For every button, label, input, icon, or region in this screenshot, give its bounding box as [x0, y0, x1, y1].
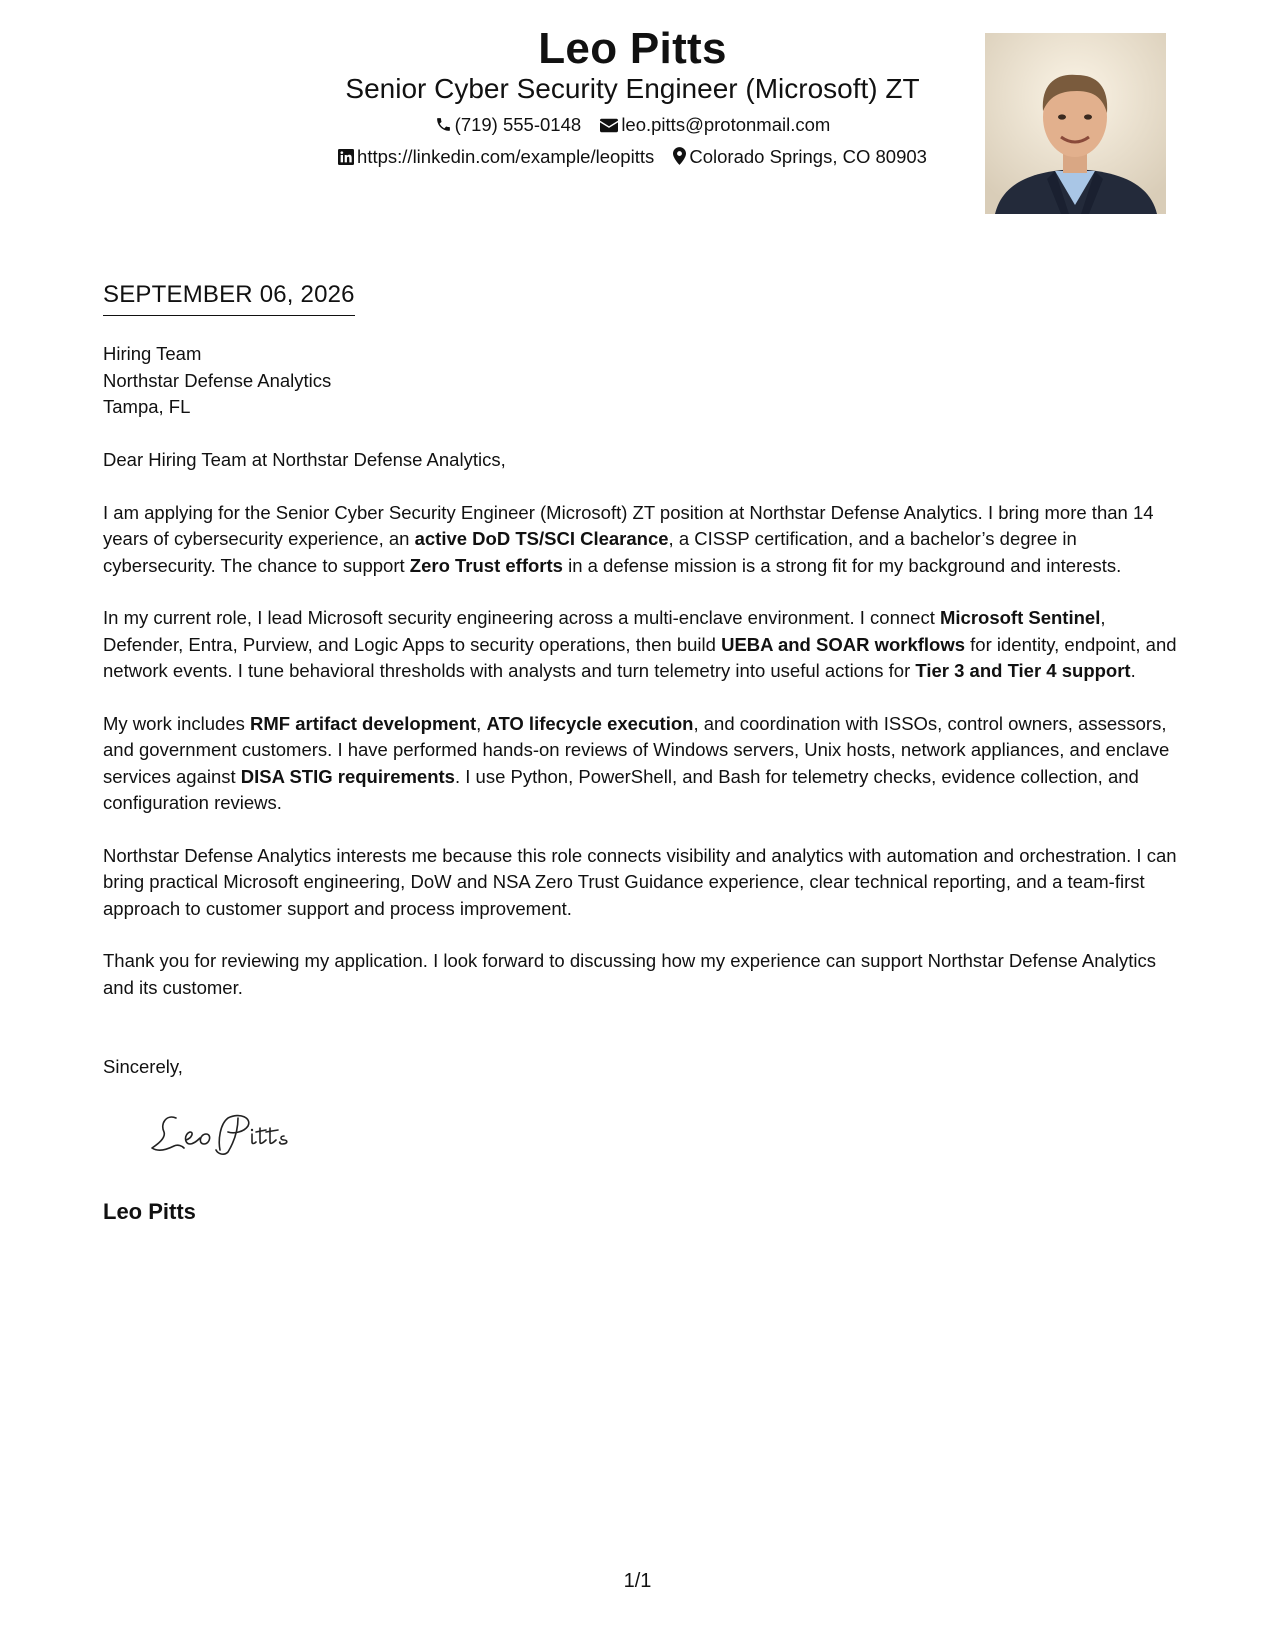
page-number: 1/1	[623, 1570, 652, 1592]
paragraph	[103, 605, 1178, 685]
bold-run: RMF artifact development	[250, 712, 477, 734]
bold-run: active DoD TS/SCI Clearance	[414, 528, 669, 549]
text-run: for identity, endpoint, and network events. I tune behavioral thresholds with analysts and turn telemetry into useful actions for	[103, 633, 1177, 681]
contact-phone	[435, 114, 582, 136]
text-run: in a defense mission is a strong fit for my background and interests.	[562, 554, 1122, 576]
closing: Sincerely,	[103, 1056, 183, 1077]
letter-body	[103, 447, 1178, 1027]
contact-email	[600, 114, 830, 136]
date-text: SEPTEMBER 06, 2026	[103, 281, 355, 308]
envelope-icon	[600, 118, 618, 133]
paragraph	[103, 843, 1178, 923]
bold-run: DISA STIG requirements	[240, 765, 455, 787]
recipient-location: Tampa, FL	[103, 396, 191, 417]
linkedin-link[interactable]: https://linkedin.com/example/leopitts	[357, 146, 655, 167]
recipient-block	[103, 341, 331, 421]
bold-run: Zero Trust efforts	[409, 554, 563, 576]
text-run: Thank you for reviewing my application. I look forward to discussing how my experience can support Northstar Defense Analytics and its customer.	[103, 950, 1156, 998]
text-run: My work includes	[103, 712, 251, 734]
job-title: Senior Cyber Security Engineer (Microsoft) ZT	[345, 73, 920, 104]
salutation: Dear Hiring Team at Northstar Defense Analytics,	[103, 449, 506, 470]
recipient-company: Northstar Defense Analytics	[103, 369, 332, 391]
handwritten-signature	[148, 1110, 318, 1165]
text-run: , and coordination with ISSOs, control owners, assessors, and government customers. I have performed hands-on reviews of Windows servers, Unix hosts, network appliances, and enclave services against	[103, 712, 1170, 787]
phone-icon	[435, 116, 452, 133]
text-run: , Defender, Entra, Purview, and Logic Apps to security operations, then build	[103, 607, 1106, 655]
map-pin-icon	[673, 147, 686, 165]
text-run: Northstar Defense Analytics interests me because this role connects visibility and analytics with automation and orchestration. I can bring practical Microsoft engineering, DoW and NSA Zero Trust Guidance experience, clear technical reporting, and a team-first approach to customer support and process improvement.	[103, 844, 1177, 919]
letter-date	[103, 281, 355, 316]
bold-run: ATO lifecycle execution	[486, 712, 694, 734]
header	[0, 22, 1275, 222]
paragraph	[103, 711, 1178, 817]
bold-run: UEBA and SOAR workflows	[721, 633, 966, 655]
text-run: . I use Python, PowerShell, and Bash for telemetry checks, evidence collection, and configuration reviews.	[103, 765, 1139, 813]
text-run: In my current role, I lead Microsoft security engineering across a multi-enclave environment. I connect	[103, 607, 940, 628]
applicant-name: Leo Pitts	[538, 24, 727, 73]
contact-linkedin	[338, 146, 654, 168]
text-run: .	[1130, 660, 1136, 681]
text-run: I am applying for the Senior Cyber Security Engineer (Microsoft) ZT position at Northstar Defense Analytics. I bring more than 14 years of cybersecurity experience, an	[103, 501, 1154, 549]
paragraph	[103, 500, 1178, 580]
recipient-line: Hiring Team	[103, 343, 202, 364]
bold-run: Tier 3 and Tier 4 support	[915, 660, 1131, 681]
profile-photo	[985, 33, 1166, 214]
email-address[interactable]: leo.pitts@protonmail.com	[621, 114, 831, 135]
bold-run: Microsoft Sentinel	[939, 607, 1101, 628]
text-run: ,	[476, 712, 487, 734]
paragraph	[103, 948, 1178, 1001]
phone-number[interactable]: (719) 555-0148	[454, 114, 582, 135]
text-run: , a CISSP certification, and a bachelor’s degree in cybersecurity. The chance to support	[103, 528, 1077, 576]
signed-name: Leo Pitts	[103, 1199, 196, 1224]
contact-location	[673, 146, 927, 168]
location-text: Colorado Springs, CO 80903	[689, 146, 927, 167]
linkedin-icon	[338, 149, 354, 165]
